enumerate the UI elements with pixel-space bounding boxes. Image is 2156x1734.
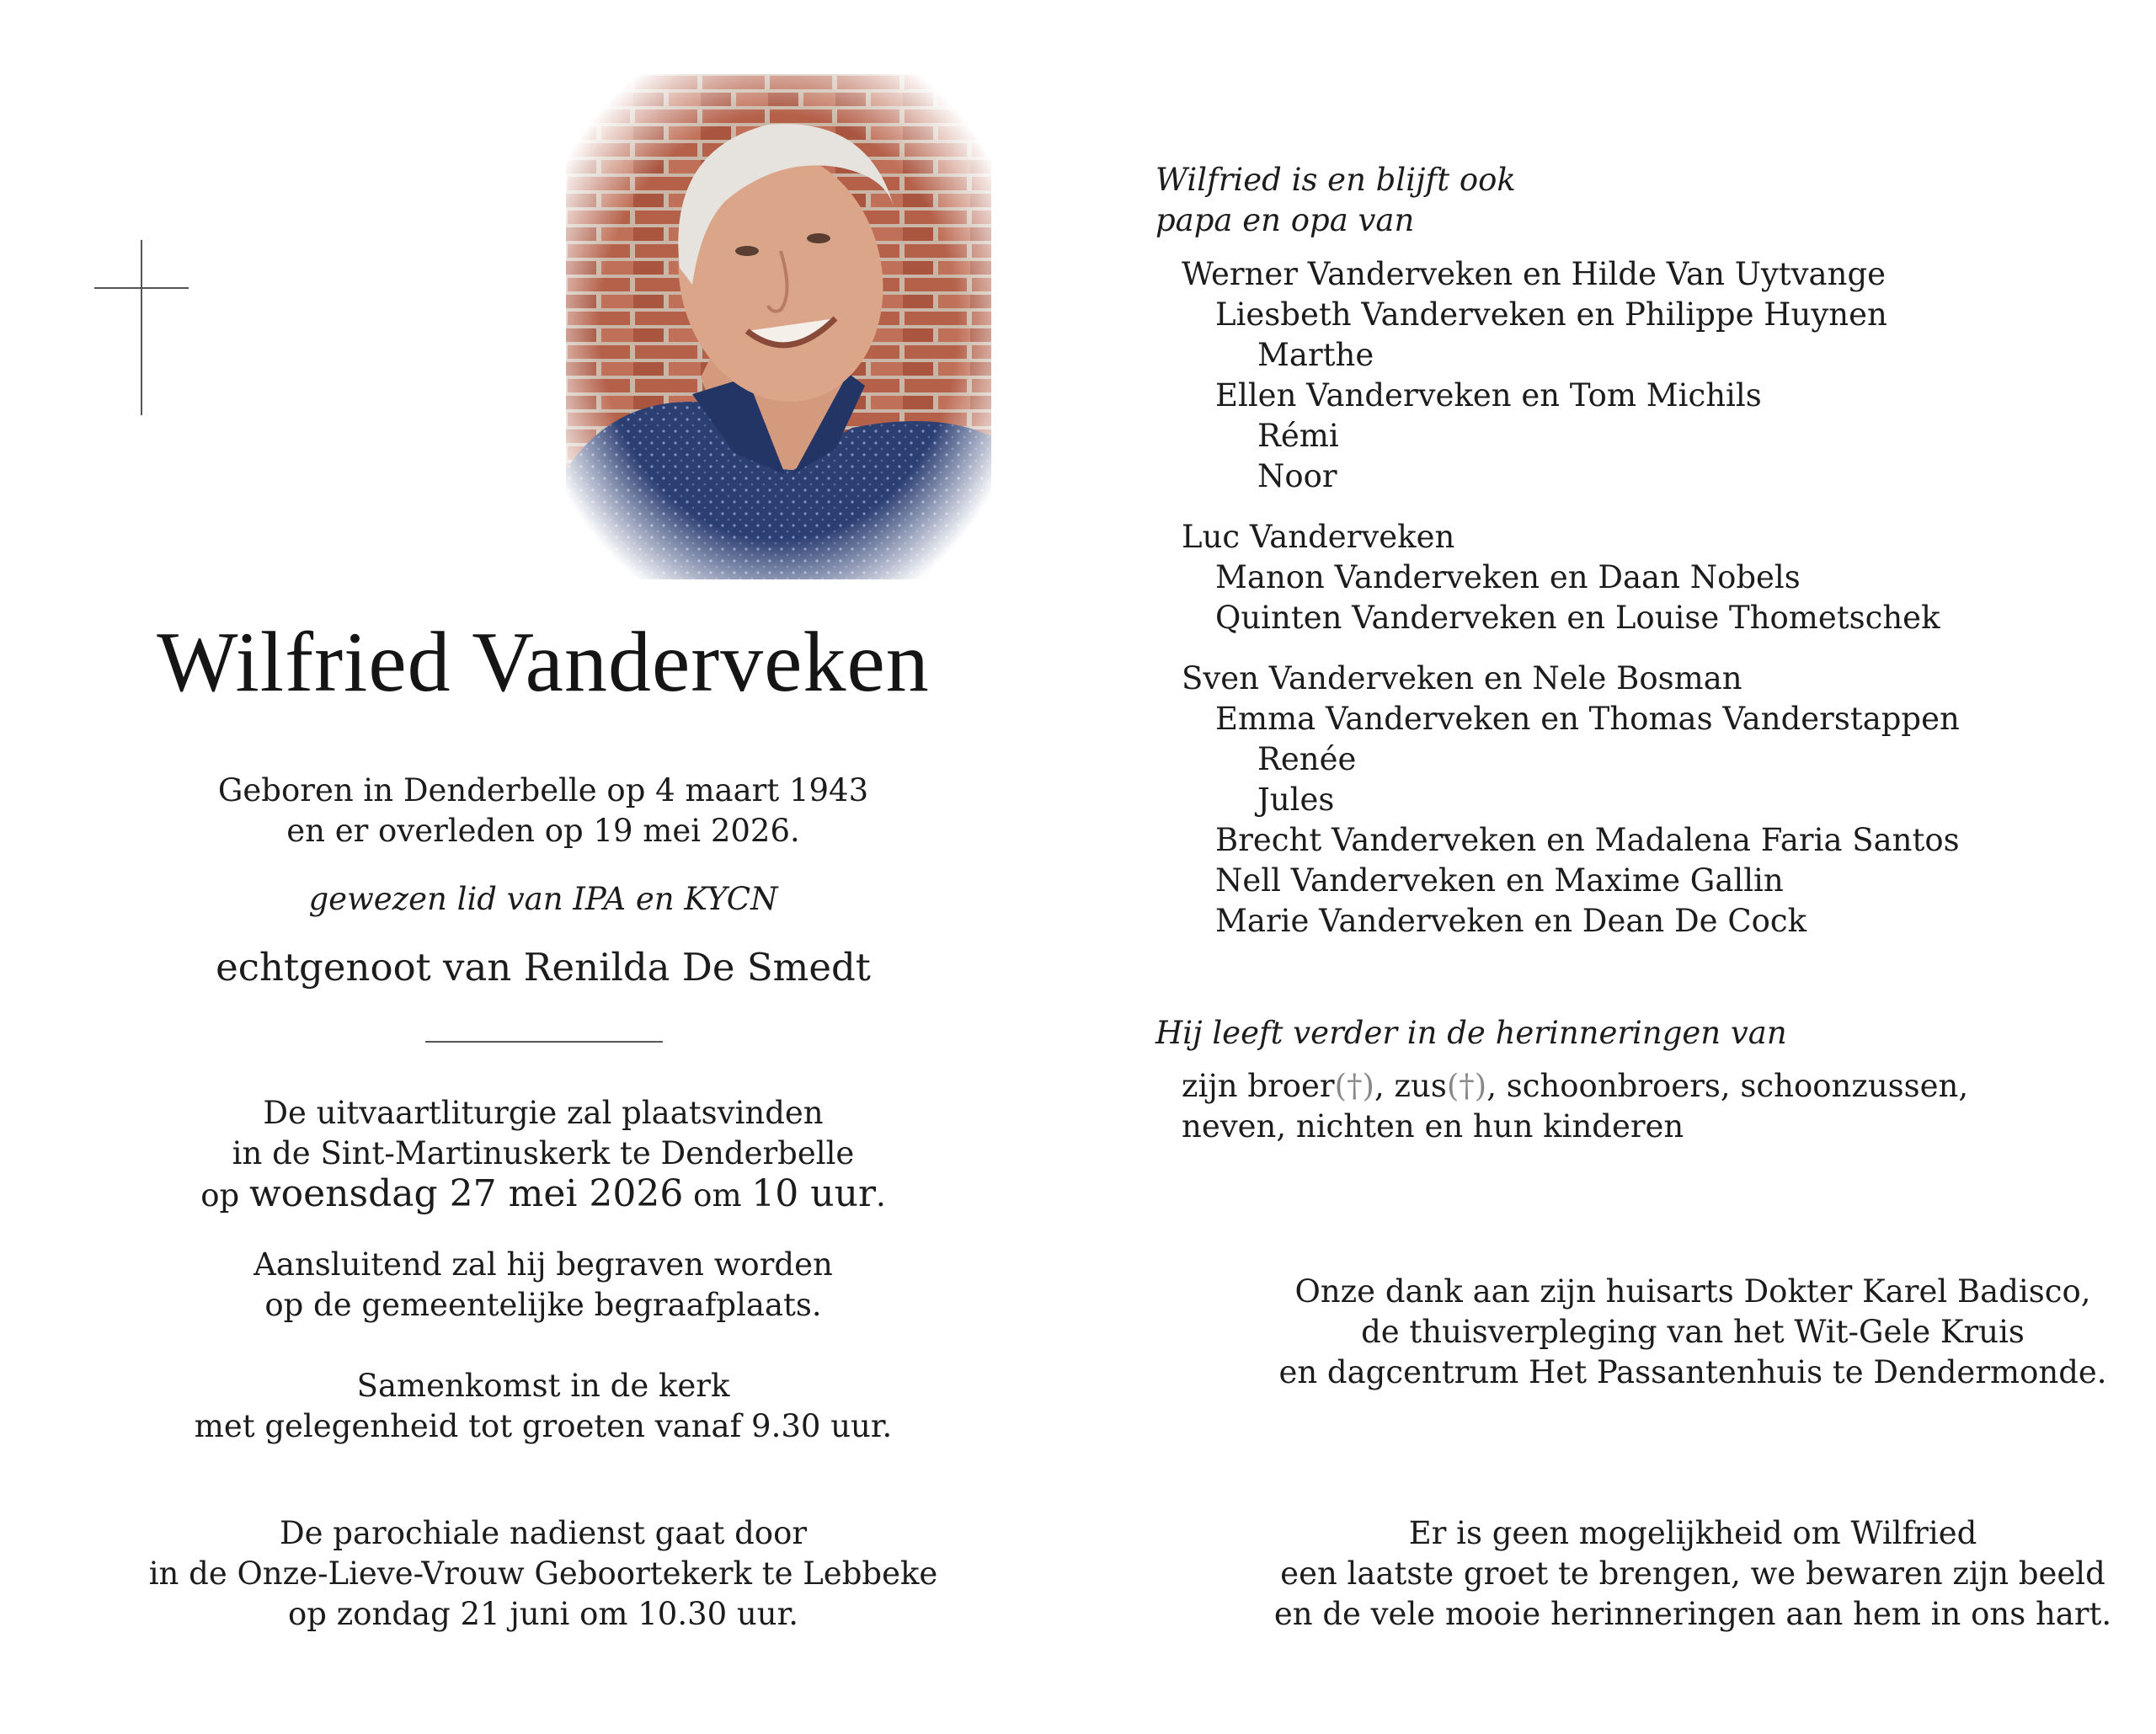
- relatives-text: , schoonbroers, schoonzussen,: [1486, 1068, 1969, 1104]
- liturgy-date-mid: om: [683, 1177, 752, 1214]
- liturgy-line: in de Sint-Martinuskerk te Denderbelle: [232, 1135, 855, 1171]
- liturgy-time: 10 uur: [751, 1172, 876, 1215]
- funeral-liturgy: [0, 1093, 1086, 1216]
- family-member: Nell Vanderveken en Maxime Gallin: [1215, 862, 1784, 899]
- deceased-name: Wilfried Vanderveken: [157, 615, 930, 710]
- cross-icon-vertical: [141, 240, 142, 415]
- family-heading: [1155, 160, 1516, 241]
- mass-line: in de Onze-Lieve-Vrouw Geboortekerk te Lebbeke: [148, 1555, 938, 1592]
- thanks-line: de thuisverpleging van het Wit-Gele Kruis: [1361, 1314, 2025, 1350]
- thanks-line: en dagcentrum Het Passantenhuis te Dendermonde.: [1278, 1354, 2107, 1390]
- family-member: Werner Vanderveken en Hilde Van Uytvange: [1182, 256, 1886, 292]
- birth-death-info: [0, 771, 1086, 851]
- liturgy-day: woensdag 27 mei 2026: [248, 1172, 684, 1215]
- liturgy-date-pre: op: [200, 1177, 249, 1214]
- farewell-line: Er is geen mogelijkheid om Wilfried: [1408, 1515, 1977, 1551]
- family-member: Rémi: [1257, 418, 1339, 454]
- thanks-line: Onze dank aan zijn huisarts Dokter Karel Badisco,: [1294, 1273, 2091, 1310]
- cross-icon-horizontal: [94, 287, 189, 289]
- gathering-line: Samenkomst in de kerk: [356, 1368, 730, 1404]
- burial-line: Aansluitend zal hij begraven worden: [253, 1246, 833, 1283]
- memories-heading: Hij leeft verder in de herinneringen van: [1155, 1015, 1787, 1051]
- family-member: Manon Vanderveken en Daan Nobels: [1215, 559, 1801, 595]
- gathering-info: [0, 1366, 1086, 1447]
- family-member: Liesbeth Vanderveken en Philippe Huynen: [1215, 296, 1887, 333]
- relatives-line: neven, nichten en hun kinderen: [1182, 1108, 1684, 1144]
- family-member: Jules: [1257, 782, 1335, 818]
- mass-line: De parochiale nadienst gaat door: [279, 1515, 808, 1551]
- family-heading-line: Wilfried is en blijft ook: [1155, 162, 1516, 198]
- family-heading-line: papa en opa van: [1155, 202, 1415, 238]
- thanks-message: [1179, 1272, 2156, 1393]
- gathering-line: met gelegenheid tot groeten vanaf 9.30 uur.: [194, 1408, 893, 1444]
- liturgy-line: De uitvaartliturgie zal plaatsvinden: [263, 1095, 824, 1131]
- family-member: Sven Vanderveken en Nele Bosman: [1182, 660, 1742, 696]
- born-line: Geboren in Denderbelle op 4 maart 1943: [217, 772, 869, 808]
- family-member: Luc Vanderveken: [1182, 519, 1455, 555]
- family-member: Renée: [1257, 741, 1357, 777]
- family-member: Emma Vanderveken en Thomas Vanderstappen: [1215, 701, 1960, 737]
- died-line: en er overleden op 19 mei 2026.: [286, 813, 800, 849]
- burial-line: op de gemeentelijke begraafplaats.: [264, 1287, 822, 1323]
- farewell-line: en de vele mooie herinneringen aan hem in ons hart.: [1273, 1596, 2112, 1632]
- relatives-text: , zus: [1374, 1068, 1447, 1104]
- liturgy-date-post: .: [875, 1177, 886, 1214]
- membership-line: gewezen lid van IPA en KYCN: [308, 881, 778, 917]
- family-member: Quinten Vanderveken en Louise Thometschek: [1215, 600, 1940, 636]
- family-member: Noor: [1257, 458, 1337, 494]
- liturgy-date-line: [0, 1174, 1086, 1216]
- family-member: Marie Vanderveken en Dean De Cock: [1215, 903, 1807, 939]
- dagger-symbol: (†): [1446, 1068, 1487, 1104]
- farewell-message: [1179, 1513, 2156, 1635]
- spouse-line: echtgenoot van Renilda De Smedt: [216, 945, 871, 990]
- family-member: Marthe: [1257, 337, 1374, 373]
- family-member: Ellen Vanderveken en Tom Michils: [1215, 377, 1762, 413]
- memorial-mass-info: [0, 1513, 1086, 1635]
- farewell-line: een laatste groet te brengen, we bewaren zijn beeld: [1280, 1555, 2105, 1592]
- relatives-text: zijn broer: [1182, 1068, 1335, 1104]
- relatives-list: [1182, 1066, 1968, 1147]
- dagger-symbol: (†): [1334, 1068, 1374, 1104]
- mass-line: op zondag 21 juni om 10.30 uur.: [288, 1596, 798, 1632]
- divider: [425, 1041, 663, 1043]
- relatives-line: [1182, 1066, 1968, 1107]
- portrait-photo: [566, 74, 991, 579]
- family-member: Brecht Vanderveken en Madalena Faria Santos: [1215, 822, 1960, 858]
- burial-info: [0, 1245, 1086, 1326]
